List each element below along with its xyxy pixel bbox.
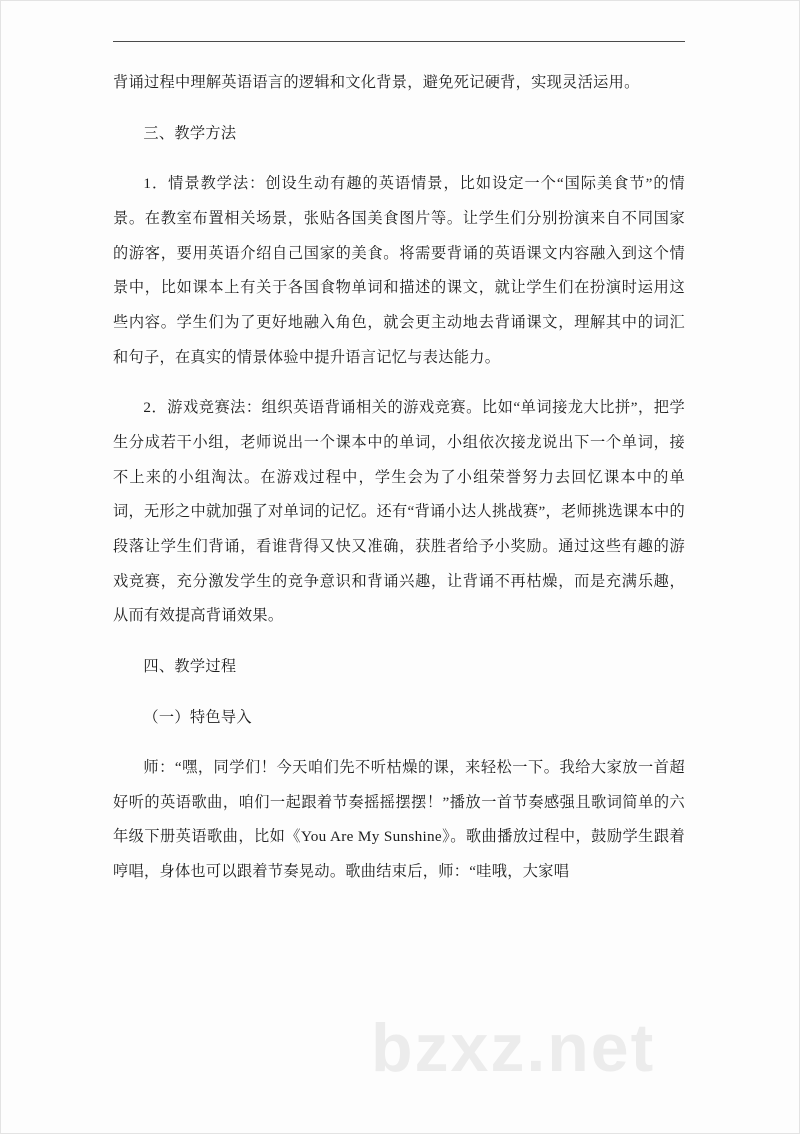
paragraph-method-2: 2．游戏竞赛法：组织英语背诵相关的游戏竞赛。比如“单词接龙大比拼”，把学生分成若干小组，老师说出一个课本中的单词，小组依次接龙说出下一个单词，接不上来的小组淘汰。在游戏过程中，学生会为了小组荣誉努力去回忆课本中的单词，无形之中就加强了对单词的记忆。还有“背诵小达人挑战赛”，老师挑选课本中的段落让学生们背诵，看谁背得又快又准确，获胜者给予小奖励。通过这些有趣的游戏竞赛，充分激发学生的竞争意识和背诵兴趣，让背诵不再枯燥，而是充满乐趣，从而有效提高背诵效果。 — [113, 399, 685, 625]
header-rule — [113, 41, 685, 42]
subsection-heading-intro: （一）特色导入 — [143, 708, 252, 726]
watermark-text: bzxz.net — [371, 1010, 656, 1086]
page-content — [113, 41, 685, 900]
paragraph-body: 背诵过程中理解英语语言的逻辑和文化背景，避免死记硬背，实现灵活运用。 — [113, 74, 640, 91]
paragraph-method-1: 1．情景教学法：创设生动有趣的英语情景，比如设定一个“国际美食节”的情景。在教室布置相关场景，张贴各国美食图片等。让学生们分别扮演来自不同国家的游客，要用英语介绍自己国家的美食。将需要背诵的英语课文内容融入到这个情景中，比如课本上有关于各国食物单词和描述的课文，就让学生们在扮演时运用这些内容。学生们为了更好地融入角色，就会更主动地去背诵课文，理解其中的词汇和句子，在真实的情景体验中提升语言记忆与表达能力。 — [113, 175, 685, 366]
section-heading-teaching-methods: 三、教学方法 — [143, 124, 237, 142]
paragraph-intro-dialogue: 师：“嘿，同学们！今天咱们先不听枯燥的课，来轻松一下。我给大家放一首超好听的英语歌曲，咱们一起跟着节奏摇摇摆摆！”播放一首节奏感强且歌词简单的六年级下册英语歌曲，比如《You Are My Sunshine》。歌曲播放过程中，鼓励学生跟着哼唱，身体也可以跟着节奏晃动。歌曲结束后，师：“哇哦，大家唱 — [113, 759, 685, 881]
section-heading-teaching-process: 四、教学过程 — [143, 657, 237, 675]
